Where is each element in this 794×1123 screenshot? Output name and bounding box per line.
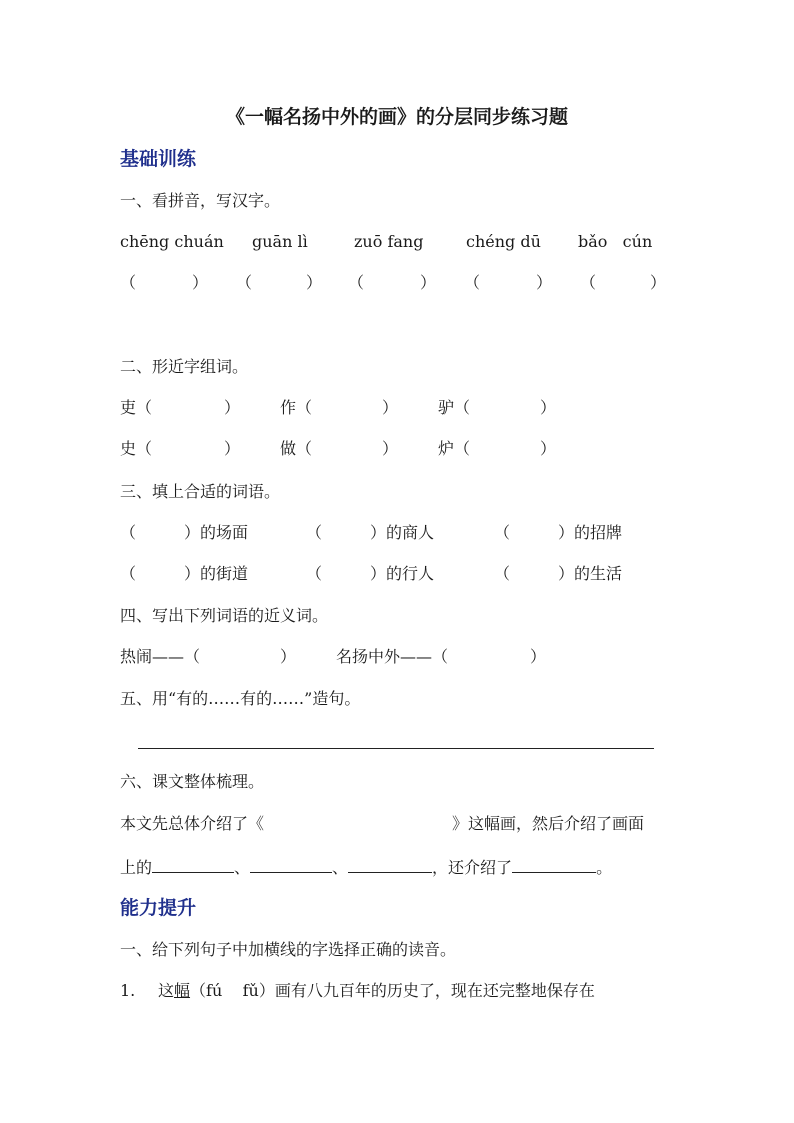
summary-line-2 bbox=[120, 856, 612, 879]
underlined-char: 幅 bbox=[174, 981, 191, 1000]
summary-line-1-end: 》这幅画，然后介绍了画面 bbox=[452, 814, 645, 833]
blank-4 bbox=[512, 856, 596, 873]
fill-word-4-open: （ bbox=[120, 564, 137, 583]
fill-word-3-open: （ bbox=[494, 523, 511, 542]
pinyin-1: chēng chuán bbox=[120, 232, 224, 251]
fill-word-2: ）的商人 bbox=[370, 523, 435, 542]
advanced-question-1-label: 一、给下列句子中加横线的字选择正确的读音。 bbox=[120, 940, 457, 959]
fill-word-6: ）的生活 bbox=[558, 564, 623, 583]
similar-char-6-close: ） bbox=[540, 439, 557, 458]
similar-char-2: 作（ bbox=[280, 398, 313, 417]
fill-word-6-open: （ bbox=[494, 564, 511, 583]
synonym-1-close: ） bbox=[280, 647, 297, 666]
advanced-item-1-rest: （fú fǔ）画有八九百年的历史了，现在还完整地保存在 bbox=[190, 981, 595, 1000]
question-4-label: 四、写出下列词语的近义词。 bbox=[120, 606, 329, 625]
similar-char-5: 做（ bbox=[280, 439, 313, 458]
section-heading-advanced: 能力提升 bbox=[120, 897, 197, 919]
pinyin-3: zuō fang bbox=[354, 232, 424, 251]
answer-paren-2-open: （ bbox=[236, 273, 253, 292]
answer-paren-3-open: （ bbox=[348, 273, 365, 292]
question-1-label: 一、看拼音，写汉字。 bbox=[120, 191, 281, 210]
fill-word-4: ）的街道 bbox=[184, 564, 249, 583]
advanced-item-1 bbox=[158, 980, 595, 1002]
fill-word-1: ）的场面 bbox=[184, 523, 249, 542]
similar-char-2-close: ） bbox=[382, 398, 399, 417]
pinyin-4: chéng dū bbox=[466, 232, 541, 251]
similar-char-3-close: ） bbox=[540, 398, 557, 417]
answer-paren-3-close: ） bbox=[420, 273, 437, 292]
fill-word-2-open: （ bbox=[306, 523, 323, 542]
fill-word-3: ）的招牌 bbox=[558, 523, 623, 542]
page-title: 《一幅名扬中外的画》的分层同步练习题 bbox=[225, 106, 568, 128]
answer-paren-1-open: （ bbox=[120, 273, 137, 292]
separator-1: 、 bbox=[234, 858, 251, 877]
advanced-item-1-lead: 这 bbox=[158, 981, 175, 1000]
fill-word-5: ）的行人 bbox=[370, 564, 435, 583]
similar-char-4: 史（ bbox=[120, 439, 153, 458]
similar-char-4-close: ） bbox=[224, 439, 241, 458]
similar-char-3: 驴（ bbox=[438, 398, 471, 417]
answer-paren-5-open: （ bbox=[580, 273, 597, 292]
answer-paren-4-close: ） bbox=[536, 273, 553, 292]
answer-paren-1-close: ） bbox=[192, 273, 209, 292]
separator-2: 、 bbox=[332, 858, 349, 877]
similar-char-5-close: ） bbox=[382, 439, 399, 458]
question-3-label: 三、填上合适的词语。 bbox=[120, 482, 281, 501]
synonym-2: 名扬中外——（ bbox=[336, 647, 449, 666]
synonym-1: 热闹——（ bbox=[120, 647, 201, 666]
pinyin-2: guān lì bbox=[252, 232, 308, 251]
sentence-answer-line bbox=[138, 748, 654, 749]
summary-line-2-start: 上的 bbox=[120, 858, 153, 877]
similar-char-6: 炉（ bbox=[438, 439, 471, 458]
question-2-label: 二、形近字组词。 bbox=[120, 357, 249, 376]
blank-1 bbox=[152, 856, 234, 873]
question-6-label: 六、课文整体梳理。 bbox=[120, 772, 265, 791]
blank-3 bbox=[348, 856, 432, 873]
answer-paren-5-close: ） bbox=[650, 273, 667, 292]
advanced-item-1-number: 1. bbox=[120, 981, 136, 1000]
fill-word-1-open: （ bbox=[120, 523, 137, 542]
summary-line-2-end: 。 bbox=[596, 858, 613, 877]
fill-word-5-open: （ bbox=[306, 564, 323, 583]
answer-paren-4-open: （ bbox=[464, 273, 481, 292]
pinyin-5: bǎo cún bbox=[578, 232, 653, 251]
answer-paren-2-close: ） bbox=[306, 273, 323, 292]
similar-char-1-close: ） bbox=[224, 398, 241, 417]
question-5-label: 五、用“有的……有的……”造句。 bbox=[120, 689, 361, 708]
blank-2 bbox=[250, 856, 332, 873]
summary-line-1-start: 本文先总体介绍了《 bbox=[120, 814, 265, 833]
section-heading-basic: 基础训练 bbox=[120, 148, 197, 170]
similar-char-1: 吏（ bbox=[120, 398, 153, 417]
summary-line-2-mid: ，还介绍了 bbox=[432, 858, 513, 877]
synonym-2-close: ） bbox=[530, 647, 547, 666]
